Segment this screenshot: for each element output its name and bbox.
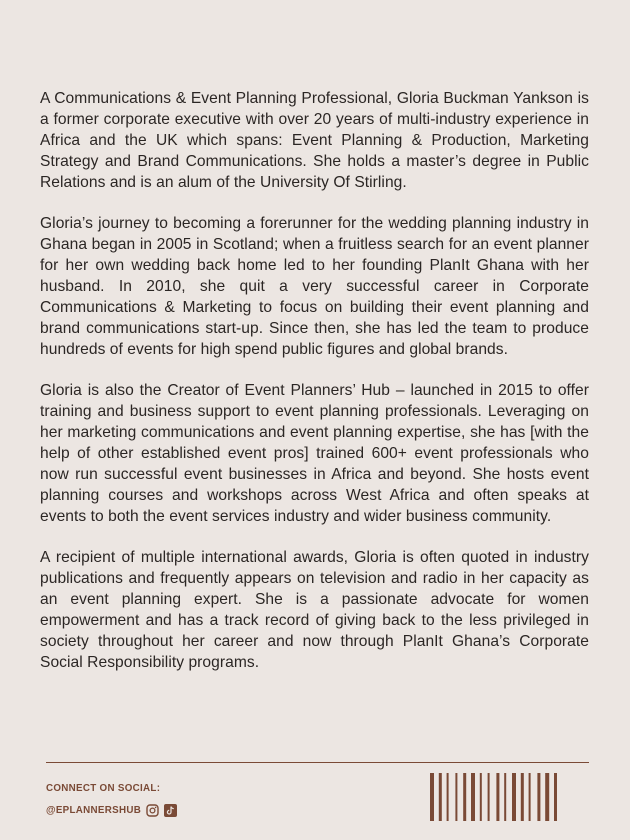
social-handle[interactable]: @EPLANNERSHUB	[46, 804, 142, 816]
bio-paragraph-2: Gloria’s journey to becoming a forerunner for the wedding planning industry in Ghana began in 2005 in Scotland; when a fruitless search for an event planner for her own wedding back home led to her founding PlanIt Ghana with her husband. In 2010, she quit a very successful career in Corporate Communications & Marketing to focus on building their event planning and brand communications start-up. Since then, she has led the team to produce hundreds of events for high spend public figures and global brands.	[40, 215, 589, 358]
barcode-bar	[455, 773, 457, 821]
barcode-bar	[471, 773, 475, 821]
barcode-bar	[504, 773, 506, 821]
bio-paragraph-4: A recipient of multiple international awards, Gloria is often quoted in industry publications and frequently appears on television and radio in her capacity as an event planning expert. She is a passionate advocate for women empowerment and has a track record of giving back to the less privileged in society throughout her career and now through PlanIt Ghana’s Corporate Social Responsibility programs.	[40, 549, 589, 671]
barcode-bar	[496, 773, 499, 821]
barcode-bar	[439, 773, 442, 821]
barcode-bar	[545, 773, 549, 821]
barcode-bar	[488, 773, 490, 821]
barcode-bar	[430, 773, 434, 821]
social-handle-row	[46, 803, 177, 817]
barcode-bar	[537, 773, 540, 821]
barcode-bar	[447, 773, 449, 821]
barcode-bar	[529, 773, 531, 821]
footer-divider	[46, 762, 589, 763]
barcode-bar	[554, 773, 557, 821]
barcode-bar	[521, 773, 524, 821]
instagram-icon[interactable]	[146, 804, 159, 817]
barcode-graphic	[430, 773, 590, 821]
barcode-bar	[463, 773, 466, 821]
barcode-bar	[512, 773, 516, 821]
barcode-bar	[480, 773, 482, 821]
bio-paragraph-1: A Communications & Event Planning Professional, Gloria Buckman Yankson is a former corporate executive with over 20 years of multi-industry experience in Africa and the UK which spans: Event Planning & Production, Marketing Strategy and Brand Communications. She holds a master’s degree in Public Relations and is an alum of the University Of Stirling.	[40, 90, 589, 191]
bio-paragraph-3: Gloria is also the Creator of Event Planners’ Hub – launched in 2015 to offer training and business support to event planning professionals. Leveraging on her marketing communications and event planning expertise, she has [with the help of other established event pros] trained 600+ event professionals who now run successful event businesses in Africa and beyond. She hosts event planning courses and workshops across West Africa and often speaks at events to both the event services industry and wider business community.	[40, 382, 589, 525]
tiktok-icon[interactable]	[164, 804, 177, 817]
connect-label: CONNECT ON SOCIAL:	[46, 783, 161, 794]
bio-content	[40, 88, 589, 693]
